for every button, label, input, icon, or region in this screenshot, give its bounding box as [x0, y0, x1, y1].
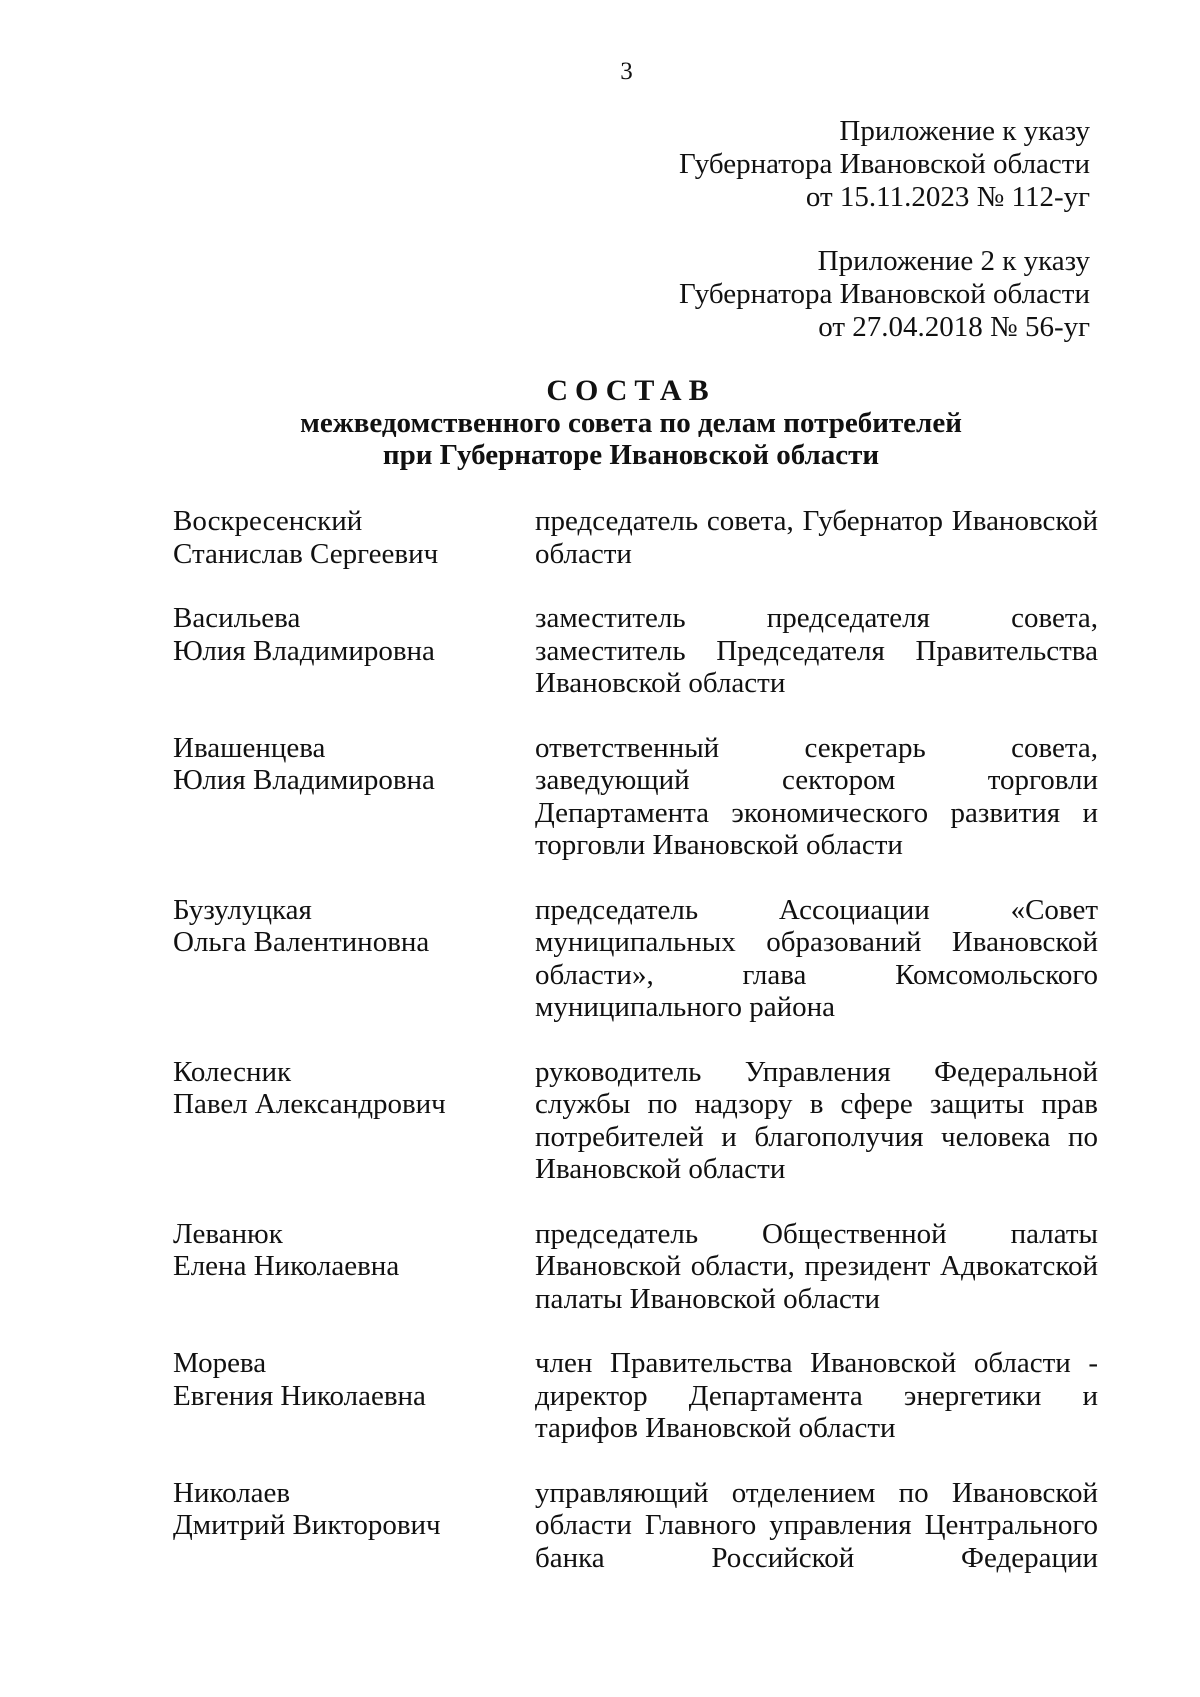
member-role: председатель совета, Губернатор Ивановской области — [535, 505, 1098, 570]
title-line2: при Губернаторе Ивановской области — [382, 439, 880, 471]
member-surname: Ивашенцева — [173, 731, 326, 764]
title-heading: СОСТАВ — [546, 374, 716, 407]
member-role: заместитель председателя совета, заместитель Председателя Правительства Ивановской области — [535, 602, 1098, 699]
member-row — [173, 602, 1098, 700]
member-role: управляющий отделением по Ивановской области Главного управления Центрального банка Российской Федерации — [535, 1476, 1098, 1574]
member-given-names: Ольга Валентиновна — [173, 926, 430, 958]
member-name — [173, 602, 535, 700]
member-name — [173, 505, 535, 570]
annex-current-header — [679, 115, 1090, 214]
member-surname: Морева — [173, 1347, 267, 1379]
member-row — [173, 505, 1098, 570]
member-role: член Правительства Ивановской области - директор Департамента энергетики и тарифов Ивановской области — [535, 1347, 1098, 1444]
member-row — [173, 732, 1098, 862]
member-given-names: Юлия Владимировна — [173, 634, 435, 667]
member-surname: Леванюк — [173, 1217, 283, 1250]
member-row — [173, 894, 1098, 1024]
member-row — [173, 1477, 1098, 1575]
member-name — [173, 894, 535, 1024]
member-given-names: Дмитрий Викторович — [173, 1509, 441, 1541]
member-role: ответственный секретарь совета, заведующий сектором торговли Департамента экономического развития и торговли Ивановской области — [535, 731, 1098, 861]
member-role: руководитель Управления Федеральной службы по надзору в сфере защиты прав потребителей и благополучия человека по Ивановской области — [535, 1055, 1098, 1185]
member-role: председатель Ассоциации «Совет муниципальных образований Ивановской области», глава Комсомольского муниципального района — [535, 893, 1098, 1023]
annex-original-line2: Губернатора Ивановской области — [679, 278, 1090, 310]
member-surname: Васильева — [173, 602, 301, 634]
member-name — [173, 1477, 535, 1575]
member-row — [173, 1056, 1098, 1186]
member-given-names: Юлия Владимировна — [173, 764, 435, 796]
member-given-names: Павел Александрович — [173, 1088, 446, 1120]
member-surname: Колесник — [173, 1055, 292, 1088]
member-name — [173, 732, 535, 862]
annex-original-line3: от 27.04.2018 № 56-уг — [818, 311, 1090, 343]
member-surname: Бузулуцкая — [173, 893, 312, 926]
annex-current-line2: Губернатора Ивановской области — [679, 148, 1090, 180]
member-given-names: Станислав Сергеевич — [173, 537, 439, 570]
member-name — [173, 1056, 535, 1186]
annex-original-line1: Приложение 2 к указу — [817, 245, 1090, 277]
member-row — [173, 1218, 1098, 1316]
member-name — [173, 1347, 535, 1445]
member-given-names: Елена Николаевна — [173, 1250, 400, 1282]
annex-current-line3: от 15.11.2023 № 112-уг — [805, 181, 1090, 213]
annex-current-line1: Приложение к указу — [839, 115, 1090, 147]
page-number: 3 — [620, 58, 633, 85]
member-role: председатель Общественной палаты Ивановской области, президент Адвокатской палаты Ивановской области — [535, 1217, 1098, 1315]
member-surname: Воскресенский — [173, 505, 363, 537]
member-surname: Николаев — [173, 1476, 291, 1509]
members-list — [173, 505, 1098, 1606]
document-title — [0, 375, 1200, 471]
member-name — [173, 1218, 535, 1316]
member-row — [173, 1347, 1098, 1445]
title-line1: межведомственного совета по делам потребителей — [300, 407, 962, 439]
member-given-names: Евгения Николаевна — [173, 1379, 426, 1412]
annex-original-header — [679, 245, 1090, 344]
